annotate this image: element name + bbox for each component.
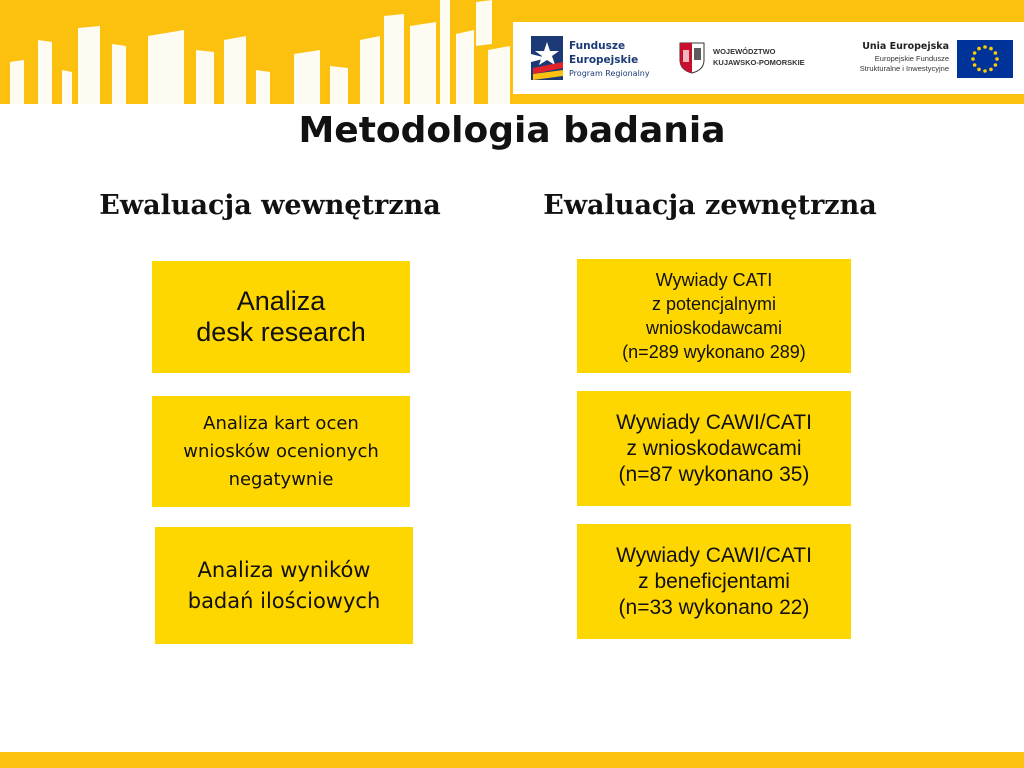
fundusze-europejskie-logo <box>521 22 661 94</box>
fundusze-star-icon <box>529 32 565 84</box>
unia-line3: Strukturalne i Inwestycyjne <box>859 64 949 73</box>
unia-line1: Unia Europejska <box>862 41 949 52</box>
fundusze-line3: Program Regionalny <box>569 69 650 78</box>
box-cawi-cati-applicants <box>577 391 851 506</box>
heading-external-evaluation: Ewaluacja zewnętrzna <box>543 190 877 221</box>
box-line: desk research <box>196 317 366 347</box>
unia-line2: Europejskie Fundusze <box>874 54 949 63</box>
eu-flag-icon <box>957 40 1013 78</box>
box-line: z beneficjentami <box>638 569 790 593</box>
coat-of-arms-icon <box>679 42 705 74</box>
slide-title: Metodologia badania <box>298 110 726 151</box>
box-line: Wywiady CATI <box>655 270 773 290</box>
box-line: Analiza <box>236 286 326 316</box>
box-quantitative-results-analysis <box>155 527 413 644</box>
box-line: wnioskodawcami <box>645 318 783 338</box>
logo-strip <box>513 22 1024 94</box>
header-band <box>0 0 1024 104</box>
box-cawi-cati-beneficiaries <box>577 524 851 639</box>
box-line: (n=33 wykonano 22) <box>618 595 810 619</box>
box-line: wniosków ocenionych <box>183 440 379 462</box>
unia-europejska-logo <box>835 22 1021 94</box>
decorative-building-pattern <box>0 0 520 104</box>
fundusze-line2: Europejskie <box>569 54 639 66</box>
footer-band <box>0 752 1024 768</box>
box-application-cards-analysis <box>152 396 410 507</box>
fundusze-line1: Fundusze <box>569 40 626 52</box>
box-cati-potential-applicants <box>577 259 851 373</box>
box-line: badań ilościowych <box>187 588 381 613</box>
wojewodztwo-line1: WOJEWÓDZTWO <box>713 47 776 56</box>
box-line: z potencjalnymi <box>651 294 777 314</box>
box-desk-research <box>152 261 410 373</box>
box-line: z wnioskodawcami <box>626 436 802 460</box>
box-line: Analiza wyników <box>197 557 371 582</box>
box-line: Analiza kart ocen <box>203 412 359 434</box>
box-line: Wywiady CAWI/CATI <box>616 410 812 434</box>
wojewodztwo-logo <box>673 22 843 94</box>
wojewodztwo-line2: KUJAWSKO-POMORSKIE <box>713 58 805 67</box>
heading-internal-evaluation: Ewaluacja wewnętrzna <box>99 190 441 221</box>
box-line: (n=289 wykonano 289) <box>622 342 806 362</box>
box-line: (n=87 wykonano 35) <box>618 462 810 486</box>
box-line: Wywiady CAWI/CATI <box>616 543 812 567</box>
box-line: negatywnie <box>228 468 334 490</box>
